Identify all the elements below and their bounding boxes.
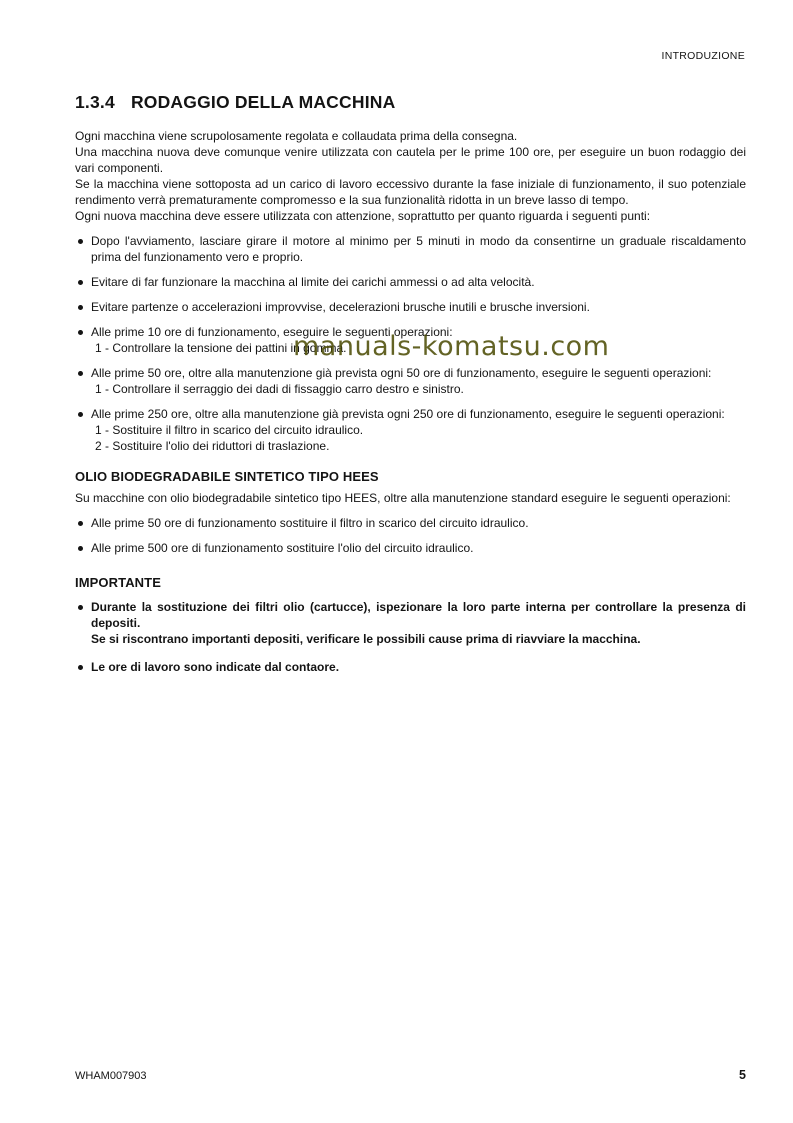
page-header xyxy=(661,50,745,62)
list-item xyxy=(75,540,746,556)
bullet-body xyxy=(91,365,746,397)
bullet-subitem: 1 - Controllare il serraggio dei dadi di fissaggio carro destro e sinistro. xyxy=(95,382,464,396)
footer-doc-code: WHAM007903 xyxy=(75,1070,147,1082)
important-bullet-list xyxy=(75,599,746,675)
bullet-icon xyxy=(78,521,83,526)
intro-paragraphs xyxy=(75,128,746,224)
header-section-label: INTRODUZIONE xyxy=(661,50,745,62)
list-item xyxy=(75,274,746,290)
paragraph: Una macchina nuova deve comunque venire utilizzata con cautela per le prime 100 ore, per eseguire un buon rodaggio dei vari componenti. xyxy=(75,145,746,175)
bullet-text: Alle prime 50 ore di funzionamento sostituire il filtro in scarico del circuito idraulico. xyxy=(91,516,529,530)
bullet-icon xyxy=(78,412,83,417)
paragraph: Ogni nuova macchina deve essere utilizzata con attenzione, soprattutto per quanto riguarda i seguenti punti: xyxy=(75,209,651,223)
bullet-text: Durante la sostituzione dei filtri olio (cartucce), ispezionare la loro parte interna per controllare la presenza di depositi. xyxy=(91,600,746,630)
paragraph: Se la macchina viene sottoposta ad un carico di lavoro eccessivo durante la fase iniziale di funzionamento, il suo potenziale rendimento verrà prematuramente compromesso e la sua funzionalità ridotta in un breve lasso di tempo. xyxy=(75,177,746,207)
bullet-text-line: Se si riscontrano importanti depositi, verificare le possibili cause prima di riavviare la macchina. xyxy=(91,632,641,646)
list-item xyxy=(75,599,746,647)
section-title xyxy=(75,92,746,113)
bullet-icon xyxy=(78,665,83,670)
bullet-icon xyxy=(78,546,83,551)
list-item xyxy=(75,659,746,675)
list-item xyxy=(75,365,746,397)
bullet-body xyxy=(91,540,746,556)
bullet-body xyxy=(91,299,746,315)
footer-page-number: 5 xyxy=(739,1068,746,1082)
paragraph: Ogni macchina viene scrupolosamente regolata e collaudata prima della consegna. xyxy=(75,129,518,143)
bullet-icon xyxy=(78,605,83,610)
list-item xyxy=(75,324,746,356)
bullet-text: Evitare partenze o accelerazioni improvvise, decelerazioni brusche inutili e brusche inversioni. xyxy=(91,300,590,314)
hees-heading: OLIO BIODEGRADABILE SINTETICO TIPO HEES xyxy=(75,469,379,484)
bullet-icon xyxy=(78,239,83,244)
bullet-icon xyxy=(78,305,83,310)
hees-intro-paragraph: Su macchine con olio biodegradabile sintetico tipo HEES, oltre alla manutenzione standard eseguire le seguenti operazioni: xyxy=(75,491,731,505)
bullet-subitem: 1 - Sostituire il filtro in scarico del circuito idraulico. xyxy=(95,423,364,437)
bullet-body xyxy=(91,659,746,675)
hees-bullet-list xyxy=(75,515,746,556)
bullet-subitem: 1 - Controllare la tensione dei pattini in gomma. xyxy=(95,341,347,355)
section-number: 1.3.4 xyxy=(75,92,115,112)
bullet-subitem: 2 - Sostituire l'olio dei riduttori di traslazione. xyxy=(95,439,330,453)
page-footer xyxy=(75,1068,746,1082)
bullet-text: Alle prime 250 ore, oltre alla manutenzione già prevista ogni 250 ore di funzionamento, eseguire le seguenti operazioni: xyxy=(91,407,725,421)
bullet-icon xyxy=(78,280,83,285)
bullet-text: Le ore di lavoro sono indicate dal contaore. xyxy=(91,660,340,674)
bullet-icon xyxy=(78,330,83,335)
watermark-text: manuals-komatsu.com xyxy=(293,331,610,362)
page-content xyxy=(75,92,746,684)
bullet-icon xyxy=(78,371,83,376)
list-item xyxy=(75,406,746,454)
bullet-text: Alle prime 10 ore di funzionamento, eseguire le seguenti operazioni: xyxy=(91,325,453,339)
bullet-body xyxy=(91,515,746,531)
bullet-body xyxy=(91,274,746,290)
bullet-text: Evitare di far funzionare la macchina al limite dei carichi ammessi o ad alta velocità. xyxy=(91,275,535,289)
list-item xyxy=(75,515,746,531)
rodaggio-bullet-list xyxy=(75,233,746,454)
bullet-body xyxy=(91,599,746,647)
important-heading: IMPORTANTE xyxy=(75,575,161,590)
section-title-text: RODAGGIO DELLA MACCHINA xyxy=(130,92,396,112)
bullet-body xyxy=(91,406,746,454)
list-item xyxy=(75,233,746,265)
bullet-body xyxy=(91,233,746,265)
bullet-text: Dopo l'avviamento, lasciare girare il motore al minimo per 5 minuti in modo da consentirne un graduale riscaldamento prima del funzionamento vero e proprio. xyxy=(91,234,746,264)
bullet-text: Alle prime 500 ore di funzionamento sostituire l'olio del circuito idraulico. xyxy=(91,541,474,555)
bullet-body xyxy=(91,324,746,356)
list-item xyxy=(75,299,746,315)
bullet-text: Alle prime 50 ore, oltre alla manutenzione già prevista ogni 50 ore di funzionamento, eseguire le seguenti operazioni: xyxy=(91,366,712,380)
